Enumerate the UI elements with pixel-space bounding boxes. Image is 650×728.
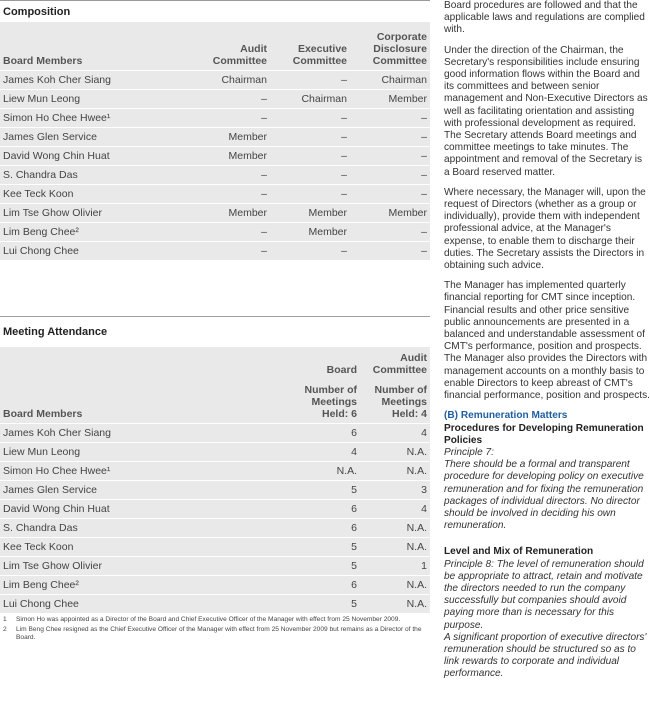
table-row [0, 499, 430, 518]
composition-table-wrap [0, 22, 430, 260]
value-cell: – [185, 89, 270, 108]
composition-table [0, 22, 430, 260]
table-row [0, 480, 430, 499]
value-cell: 5 [290, 537, 360, 556]
value-cell: – [350, 146, 430, 165]
table-row [0, 461, 430, 480]
table-row [0, 146, 430, 165]
table-row [0, 203, 430, 222]
attendance-title: Meeting Attendance [3, 326, 108, 338]
value-cell: N.A. [360, 518, 430, 537]
member-name-cell: S. Chandra Das [0, 165, 185, 184]
composition-table-body [0, 70, 430, 260]
value-cell: – [185, 222, 270, 241]
group-header-audit: Audit Committee [372, 352, 427, 376]
member-name-cell: David Wong Chin Huat [0, 499, 290, 518]
value-cell: Member [350, 203, 430, 222]
value-cell: – [185, 165, 270, 184]
value-cell: – [185, 108, 270, 127]
value-cell: Member [185, 127, 270, 146]
paragraph-secretary: Under the direction of the Chairman, the Secretary's responsibilities include ensuring good information flows within the Board and its committees and between senior management and Non-Executive Directors as well as facilitating orientation and assisting with professional development as required. The Secretary attends Board meetings and committee meetings to take minutes. The appointment and removal of the Secretary is a Board reserved matter. [444, 44, 648, 178]
attendance-table-wrap [0, 347, 430, 613]
value-cell: N.A. [360, 575, 430, 594]
value-cell: 4 [360, 423, 430, 442]
value-cell: 6 [290, 518, 360, 537]
table-row [0, 70, 430, 89]
member-name-cell: S. Chandra Das [0, 518, 290, 537]
table-row [0, 241, 430, 260]
value-cell: N.A. [360, 461, 430, 480]
value-cell: 3 [360, 480, 430, 499]
right-column [444, 0, 650, 681]
paragraph-independent-advice: Where necessary, the Manager will, upon the request of Directors (whether as a group or individually), provide them with independent professional advice, at the Manager's expense, to enable them to discharge their duties. The Secretary assists the Directors in obtaining such advice. [444, 186, 646, 272]
attendance-table-body [0, 423, 430, 613]
value-cell: – [270, 108, 350, 127]
member-name-cell: Simon Ho Chee Hwee¹ [0, 461, 290, 480]
value-cell: – [350, 108, 430, 127]
value-cell: Member [185, 203, 270, 222]
footnote-number: 1 [3, 616, 7, 623]
table-row [0, 556, 430, 575]
value-cell: – [350, 184, 430, 203]
table-row [0, 575, 430, 594]
table-row [0, 127, 430, 146]
value-cell: 5 [290, 480, 360, 499]
value-cell: N.A. [290, 461, 360, 480]
value-cell: – [350, 165, 430, 184]
member-name-cell: Lui Chong Chee [0, 594, 290, 613]
header-audit-committee: Audit Committee [212, 42, 267, 67]
value-cell: – [350, 241, 430, 260]
value-cell: 6 [290, 423, 360, 442]
member-name-cell: James Koh Cher Siang [0, 70, 185, 89]
value-cell: 1 [360, 556, 430, 575]
header-board-members: Board Members [3, 54, 83, 67]
value-cell: – [270, 70, 350, 89]
value-cell: – [270, 146, 350, 165]
value-cell: – [270, 241, 350, 260]
table-row [0, 537, 430, 556]
value-cell: Member [350, 89, 430, 108]
value-cell: – [270, 127, 350, 146]
heading-level-mix: Level and Mix of Remuneration [444, 546, 594, 558]
footnote-text: Lim Beng Chee resigned as the Chief Executive Officer of the Manager with effect from 25 November 2009 but remains as a Director of the Board. [16, 626, 422, 641]
footnote-text: Simon Ho was appointed as a Director of the Board and Chief Executive Officer of the Manager with effect from 25 November 2009. [16, 616, 401, 623]
member-name-cell: Lim Beng Chee² [0, 222, 185, 241]
table-row [0, 518, 430, 537]
member-name-cell: James Koh Cher Siang [0, 423, 290, 442]
principle-8-text-2: A significant proportion of executive directors' remuneration should be structured so as to link rewards to corporate and individual performance. [444, 631, 647, 680]
member-name-cell: Lim Beng Chee² [0, 575, 290, 594]
value-cell: 5 [290, 594, 360, 613]
value-cell: N.A. [360, 537, 430, 556]
attendance-table [0, 347, 430, 613]
footnote [3, 616, 428, 623]
section-gap [0, 260, 430, 317]
table-row [0, 184, 430, 203]
value-cell: 4 [290, 442, 360, 461]
member-name-cell: David Wong Chin Huat [0, 146, 185, 165]
value-cell: Chairman [185, 70, 270, 89]
table-row [0, 222, 430, 241]
member-name-cell: Liew Mun Leong [0, 89, 185, 108]
member-name-cell: Kee Teck Koon [0, 537, 290, 556]
table-row [0, 423, 430, 442]
heading-remuneration-matters: (B) Remuneration Matters [444, 410, 568, 422]
member-name-cell: Lui Chong Chee [0, 241, 185, 260]
table-row [0, 89, 430, 108]
principle-8-text: Principle 8: The level of remuneration should be appropriate to attract, retain and motivate the directors needed to run the company successfully but companies should avoid paying more than is necessary for this purpose. [444, 558, 644, 631]
table-row [0, 594, 430, 613]
value-cell: – [270, 184, 350, 203]
member-name-cell: James Glen Service [0, 480, 290, 499]
header-executive-committee: Executive Committee [292, 42, 347, 67]
heading-procedures: Procedures for Developing Remuneration Policies [444, 422, 644, 446]
value-cell: Chairman [270, 89, 350, 108]
paragraph-board-procedures: Board procedures are followed and that the applicable laws and regulations are complied with. [444, 0, 645, 36]
member-name-cell: Lim Tse Ghow Olivier [0, 556, 290, 575]
value-cell: N.A. [360, 442, 430, 461]
value-cell: – [185, 241, 270, 260]
table-row [0, 108, 430, 127]
value-cell: Member [270, 222, 350, 241]
footnotes [3, 616, 428, 644]
table-row [0, 442, 430, 461]
member-name-cell: James Glen Service [0, 127, 185, 146]
value-cell: 6 [290, 575, 360, 594]
header-board-members-2: Board Members [3, 407, 83, 420]
paragraph-financial-reporting: The Manager has implemented quarterly financial reporting for CMT since inception. Financial results and other price sensitive public announcements are presented in a balanced and understandable assessment of CMT's performance, position and prospects. The Manager also provides the Directors with management accounts on a monthly basis to enable Directors to keep abreast of CMT's financial performance, position and prospects. [444, 280, 650, 402]
value-cell: 5 [290, 556, 360, 575]
member-name-cell: Lim Tse Ghow Olivier [0, 203, 185, 222]
footnote-number: 2 [3, 626, 7, 634]
principle-7-text: There should be a formal and transparent procedure for developing policy on executive remuneration and for fixing the remuneration packages of individual directors. No director should be involved in deciding his own remuneration. [444, 459, 644, 532]
value-cell: Member [185, 146, 270, 165]
value-cell: 4 [360, 499, 430, 518]
value-cell: – [185, 184, 270, 203]
group-header-board: Board [326, 364, 357, 376]
value-cell: – [350, 127, 430, 146]
header-audit-meetings: Number of Meetings Held: 4 [374, 383, 427, 420]
composition-title: Composition [0, 0, 430, 22]
header-board-meetings: Number of Meetings Held: 6 [304, 383, 357, 420]
principle-7-label: Principle 7: [444, 446, 494, 458]
table-row [0, 165, 430, 184]
value-cell: N.A. [360, 594, 430, 613]
value-cell: 6 [290, 499, 360, 518]
member-name-cell: Liew Mun Leong [0, 442, 290, 461]
value-cell: Chairman [350, 70, 430, 89]
value-cell: – [270, 165, 350, 184]
value-cell: Member [270, 203, 350, 222]
footnote [3, 626, 428, 641]
value-cell: – [350, 222, 430, 241]
member-name-cell: Kee Teck Koon [0, 184, 185, 203]
member-name-cell: Simon Ho Chee Hwee¹ [0, 108, 185, 127]
header-disclosure-committee: Corporate Disclosure Committee [372, 30, 427, 67]
